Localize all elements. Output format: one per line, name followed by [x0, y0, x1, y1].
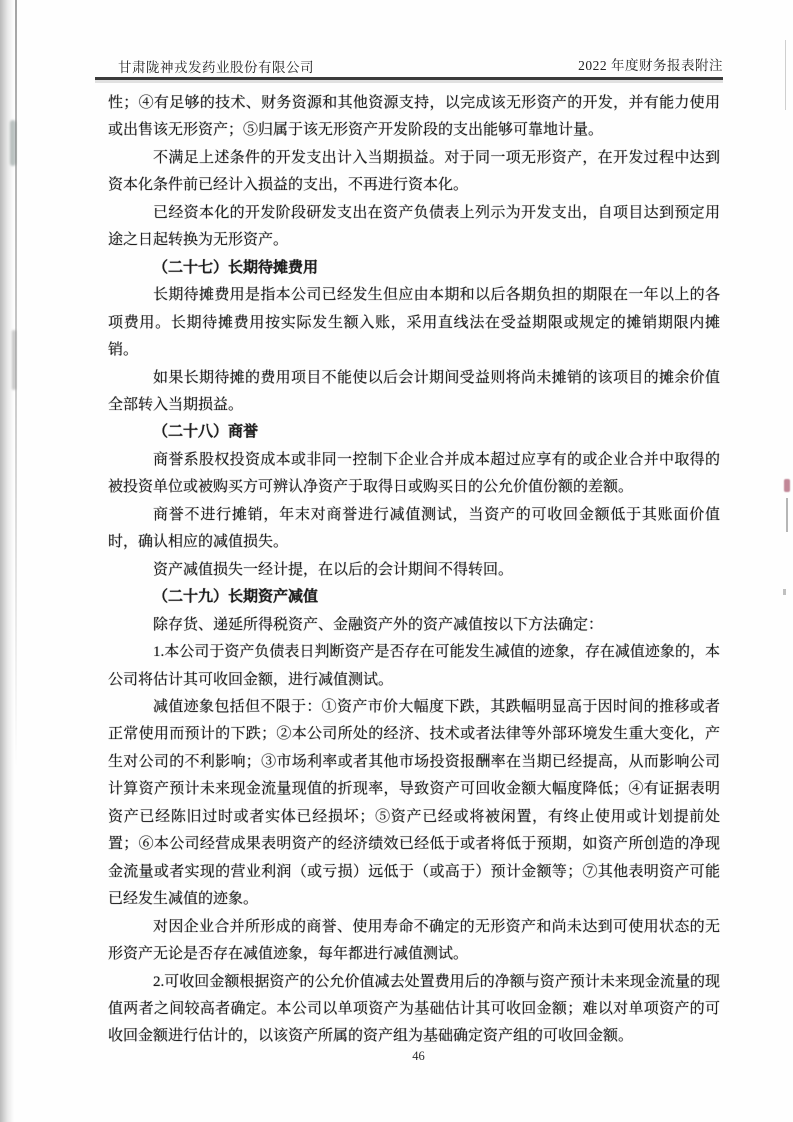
body-paragraph: 2.可收回金额根据资产的公允价值减去处置费用后的净额与资产预计未来现金流量的现值两者之间较高者确定。本公司以单项资产为基础估计其可收回金额；难以对单项资产的可收回金额进行估计的，以该资产所属的资产组为基础确定资产组的可收回金额。	[108, 973, 720, 1045]
section-heading: （二十八）商誉	[153, 424, 259, 441]
section-heading: （二十七）长期待摊费用	[153, 259, 319, 276]
body-paragraph: 减值迹象包括但不限于：①资产市价大幅度下跌，其跌幅明显高于因时间的推移或者正常使用而预计的下跌；②本公司所处的经济、技术或者法律等外部环境发生重大变化，产生对公司的不利影响；③市场利率或者其他市场投资报酬率在当期已经提高，从而影响公司计算资产预计未来现金流量现值的折现率，导致资产可回收金额大幅度降低；④有证据表明资产已经陈旧过时或者实体已经损坏；⑤资产已经或将被闲置，有终止使用或计划提前处置；⑥本公司经营成果表明资产的经济绩效已经低于或者将低于预期，如资产所创造的净现金流量或者实现的营业利润（或亏损）远低于（或高于）预计金额等；⑦其他表明资产可能已经发生减值的迹象。	[108, 698, 720, 908]
margin-mark-line	[786, 498, 788, 532]
body-paragraph: 对因企业合并所形成的商誉、使用寿命不确定的无形资产和尚未达到可使用状态的无形资产无论是否存在减值迹象，每年都进行减值测试。	[108, 918, 720, 963]
page-number: 46	[412, 1049, 425, 1063]
document-body	[108, 90, 720, 1051]
page-footer	[0, 1049, 793, 1064]
scan-artifact-left-edge	[0, 0, 14, 1122]
body-paragraph: 已经资本化的开发阶段研发支出在资产负债表上列示为开发支出，自项目达到预定用途之日起转换为无形资产。	[108, 204, 720, 249]
body-paragraph: 商誉不进行摊销，年末对商誉进行减值测试，当资产的可收回金额低于其账面价值时，确认相应的减值损失。	[108, 506, 720, 551]
body-paragraph: 1.本公司于资产负债表日判断资产是否存在可能发生减值的迹象，存在减值迹象的，本公司将估计其可收回金额，进行减值测试。	[108, 644, 720, 688]
margin-mark-red	[784, 479, 790, 492]
margin-mark-dot	[783, 589, 786, 595]
body-paragraph: 不满足上述条件的开发支出计入当期损益。对于同一项无形资产，在开发过程中达到资本化条件前已经计入损益的支出，不再进行资本化。	[108, 149, 720, 194]
header-company-name: 甘肃陇神戎发药业股份有限公司	[118, 60, 314, 75]
body-paragraph: 长期待摊费用是指本公司已经发生但应由本期和以后各期负担的期限在一年以上的各项费用。长期待摊费用按实际发生额入账，采用直线法在受益期限或规定的摊销期限内摊销。	[108, 287, 720, 359]
body-paragraph: 性；④有足够的技术、财务资源和其他资源支持，以完成该无形资产的开发，并有能力使用或出售该无形资产；⑤归属于该无形资产开发阶段的支出能够可靠地计量。	[108, 95, 720, 139]
body-paragraph: 资产减值损失一经计提，在以后的会计期间不得转回。	[153, 561, 514, 578]
section-heading: （二十九）长期资产减值	[153, 589, 319, 606]
header-document-title: 2022 年度财务报表附注	[578, 58, 723, 73]
page-header	[0, 54, 793, 76]
header-rule	[95, 77, 723, 80]
scan-artifact-smudge	[12, 330, 16, 390]
body-paragraph: 如果长期待摊的费用项目不能使以后会计期间受益则将尚未摊销的该项目的摊余价值全部转入当期损益。	[108, 369, 720, 413]
body-paragraph: 除存货、递延所得税资产、金融资产外的资产减值按以下方法确定：	[153, 616, 604, 633]
body-paragraph: 商誉系股权投资成本或非同一控制下企业合并成本超过应享有的或企业合并中取得的被投资单位或被购买方可辨认净资产于取得日或购买日的公允价值份额的差额。	[108, 451, 720, 496]
scan-artifact-smudge	[10, 120, 16, 166]
